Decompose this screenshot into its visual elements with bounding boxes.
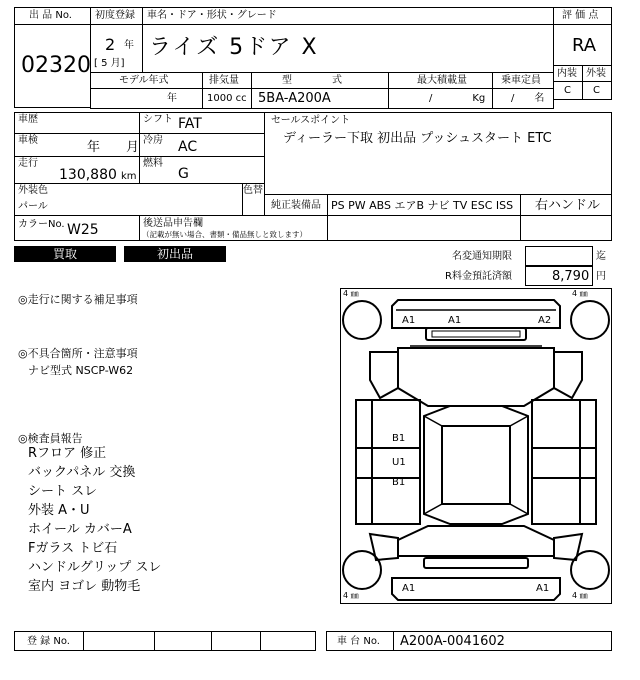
interior-label-cell [553,65,583,82]
car-name-cell [142,24,554,73]
shift-label: シフト [143,114,173,125]
mark-side-1: B1 [392,433,406,444]
first-reg-year-unit: 年 [124,40,134,51]
reg-no-box-2 [154,631,212,651]
supplement-title: ◎走行に関する補足事項 [18,293,138,306]
mark-side-3: B1 [392,477,406,488]
sales-point-cell [264,112,612,195]
chassis-label: 車 台 No. [337,636,380,647]
displacement-label: 排気量 [209,75,239,86]
inspection-value: 年 月 [87,140,140,155]
tire-front-right [571,301,609,339]
front-bumper [392,300,560,328]
model-year-label: モデル年式 [119,75,169,86]
capacity: / 名 [511,93,545,104]
recycle-value: 8,790 [552,269,590,284]
hood [398,348,554,406]
recycle-box [525,266,593,286]
first-reg-year-num: 2 [105,35,116,54]
equipment-label: 純正装備品 [271,200,321,211]
capacity-label-cell [492,72,554,89]
ac-cell [139,133,265,157]
inspector-line: ホイール カバーA [28,522,132,537]
cabin [424,406,528,524]
history-cell [14,112,140,134]
defects-line: ナビ型式 NSCP-W62 [28,364,134,377]
color-no: W25 [67,222,99,238]
color-change-label: 色替 [243,185,263,196]
displacement-label-cell [202,72,252,89]
displacement: 1000 cc [207,93,247,104]
interior-label: 内装 [557,68,577,79]
reg-no-box-4 [260,631,316,651]
model-year-cell [90,88,203,109]
mileage-unit: km [121,171,137,182]
max-load: / Kg [429,93,486,104]
inspector-line: Fガラス トビ石 [28,541,118,556]
steering: 右ハンドル [535,198,601,213]
reg-no-label-cell [14,631,84,651]
fuel-cell [139,156,265,184]
sales-point-label: セールスポイント [271,115,351,126]
fuel-label: 燃料 [143,158,163,169]
tire-front-left [343,301,381,339]
right-side [532,400,596,524]
reg-no-box-1 [83,631,155,651]
inspector-line: 外装 A・U [28,503,90,518]
right-fender [554,352,582,398]
first-reg-cell [90,24,143,73]
capacity-cell [492,88,554,109]
color-label: 外装色 [18,185,48,196]
eval-value-cell [553,24,612,66]
model: 5BA-A200A [258,91,331,106]
interior-value-cell [553,81,583,100]
lot-no: 02320 [21,53,91,78]
recycle-unit: 円 [596,271,606,282]
inspection-label: 車検 [18,135,38,146]
left-fender [370,352,398,398]
post-report-label: 後送品申告欄 [143,218,203,229]
interior-value: C [564,85,571,96]
rear-bumper [392,578,560,600]
tire-label-front-left: 4 ㎜ [343,289,359,298]
mark-front-1: A1 [402,315,416,326]
steering-cell [520,194,612,216]
blank-cell-a [327,215,521,241]
color-change-cell [242,183,265,216]
equipment: PS PW ABS エアB ナビ TV ESC ISS [331,199,514,212]
mark-rear-right: A1 [536,583,550,594]
max-load-label-cell [388,72,493,89]
name-change-label: 名変通知期限 [452,251,512,262]
color-no-label: カラーNo. [18,219,65,230]
inspector-title: ◎検査員報告 [18,432,83,445]
mark-side-2: U1 [392,457,406,468]
equipment-cell [327,194,521,216]
chassis-no: A200A-0041602 [400,634,505,649]
inspector-line: バックパネル 交換 [28,465,136,480]
lot-no-label: 出 品 No. [29,10,72,21]
lot-no-label-cell [14,7,91,25]
mileage: 130,880 [59,167,117,183]
first-reg-month: [ 5 月] [94,58,125,69]
eval-value: RA [572,35,597,56]
lot-no-cell [14,24,91,108]
inspector-line: Rフロア 修正 [28,446,107,461]
inspector-line: 室内 ヨゴレ 動物毛 [28,579,141,594]
model-label: 型 式 [282,75,342,86]
eval-label: 評 価 点 [562,10,599,21]
exterior-label: 外装 [586,68,606,79]
ac-label: 冷房 [143,135,163,146]
fuel: G [178,166,189,182]
rear-panel [398,526,554,556]
car-diagram [340,288,612,604]
blank-cell-b [520,215,612,241]
post-report-cell [139,215,328,241]
car-name: ライズ 5ドア X [149,35,319,60]
color-cell [14,183,243,216]
displacement-cell [202,88,252,109]
shift-cell [139,112,265,134]
model-label-cell [251,72,389,89]
model-year-label-cell [90,72,203,89]
car-name-label: 車名・ドア・形状・グレード [147,10,277,21]
equipment-label-cell [264,194,328,216]
history-label: 車歴 [18,114,38,125]
defects-title: ◎不具合箇所・注意事項 [18,347,138,360]
mark-front-3: A2 [538,315,552,326]
chassis-cell [393,631,612,651]
name-change-unit: 迄 [596,251,606,262]
recycle-label: R料金預託済額 [445,271,512,282]
roof [442,426,510,504]
car-name-label-cell [142,7,554,25]
model-year-unit: 年 [167,93,177,104]
name-change-box [525,246,593,266]
exterior-value: C [593,85,600,96]
first-listing-tag: 初出品 [124,246,226,262]
color-no-cell [14,215,140,241]
inspector-line: ハンドルグリップ スレ [28,560,162,575]
car-outline-svg [340,288,612,604]
tire-label-front-right: 4 ㎜ [572,289,588,298]
mark-front-2: A1 [448,315,462,326]
exterior-value-cell [582,81,612,100]
first-reg-label: 初度登録 [95,10,135,21]
tire-label-rear-left: 4 ㎜ [343,591,359,600]
chassis-label-cell [326,631,394,651]
first-reg-label-cell [90,7,143,25]
tire-label-rear-right: 4 ㎜ [572,591,588,600]
model-cell [251,88,389,109]
color: パール [18,201,48,212]
post-report-note: （記載が無い場合、書類・備品無しと致します） [142,230,307,239]
sales-point: ディーラー下取 初出品 プッシュスタート ETC [283,131,552,146]
max-load-cell [388,88,493,109]
mileage-label: 走行 [18,158,38,169]
left-side [356,400,420,524]
reg-no-box-3 [211,631,261,651]
eval-label-cell [553,7,612,25]
max-load-label: 最大積載量 [417,75,467,86]
ac: AC [178,139,198,155]
inspector-line: シート スレ [28,484,98,499]
inspection-cell [14,133,140,157]
reg-no-label: 登 録 No. [27,636,70,647]
mileage-cell [14,156,140,184]
shift: FAT [178,116,202,132]
purchase-tag: 買取 [14,246,116,262]
capacity-label: 乗車定員 [501,75,541,86]
exterior-label-cell [582,65,612,82]
mark-rear-left: A1 [402,583,416,594]
